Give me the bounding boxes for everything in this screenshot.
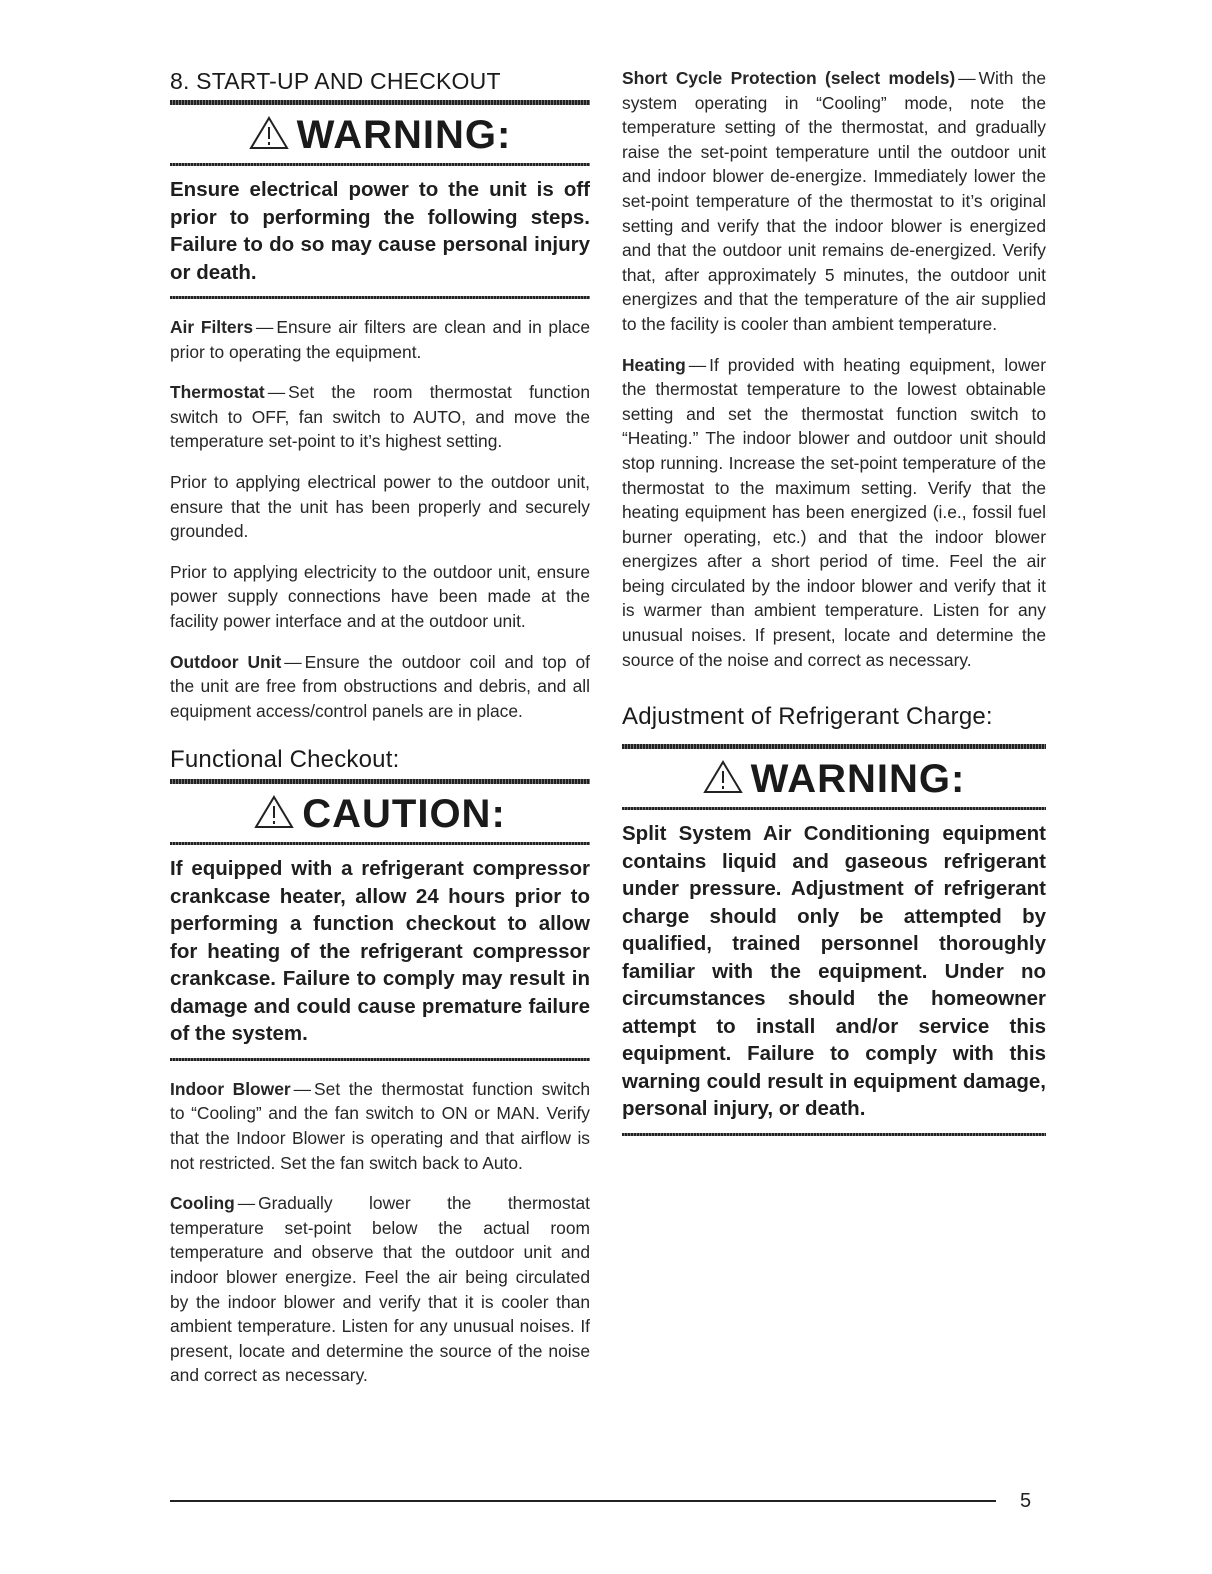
paragraph-grounding: Prior to applying electrical power to the outdoor unit, ensure that the unit has been properly and securely grounded. bbox=[170, 471, 590, 542]
paragraph-cooling: Cooling — Gradually lower the thermostat temperature set-point below the actual room temperature and observe that the outdoor unit and indoor blower energize. Feel the air being circulated by the indoor blower and verify that it is cooler than ambient temperature. Listen for any unusual noises. If present, locate and determine the source of the noise and correct as necessary. bbox=[170, 1193, 590, 1386]
divider bbox=[170, 779, 590, 784]
divider bbox=[170, 842, 590, 845]
caution-title: CAUTION: bbox=[302, 792, 506, 837]
term-label: Cooling bbox=[170, 1193, 235, 1214]
term-label: Heating bbox=[622, 354, 686, 375]
paragraph-air-filters: Air Filters — Ensure air filters are clean and in place prior to operating the equipment. bbox=[170, 317, 590, 362]
term-label: Outdoor Unit bbox=[170, 651, 282, 672]
paragraph-short-cycle: Short Cycle Protection (select models) — With the system operating in “Cooling” mode, note the temperature setting of the thermostat, and gradually raise the set-point temperature until the outdoor unit and indoor blower de-energize. Immediately lower the set-point temperature of the thermostat to it’s original setting and verify that the indoor blower is energized and that the outdoor unit remains de-energized. Verify that, after approximately 5 minutes, the outdoor unit energizes and that the temperature of the air supplied to the facility is cooler than ambient temperature. bbox=[622, 68, 1046, 334]
warning-title: WARNING: bbox=[296, 113, 512, 157]
warning-triangle-icon bbox=[703, 759, 743, 803]
term-label: Short Cycle Protection (select models) bbox=[622, 68, 956, 88]
right-column bbox=[622, 66, 1046, 1136]
adjustment-title: Adjustment of Refrigerant Charge: bbox=[622, 703, 993, 731]
section-title: 8. START-UP AND CHECKOUT bbox=[170, 68, 501, 94]
term-label: Thermostat bbox=[170, 382, 265, 403]
paragraph-indoor-blower: Indoor Blower — Set the thermostat function switch to “Cooling” and the fan switch to ON or MAN. Verify that the Indoor Blower is operating and that airflow is not restricted. Set the fan switch back to Auto. bbox=[170, 1078, 590, 1173]
warning-heading bbox=[170, 113, 590, 159]
divider bbox=[170, 100, 590, 105]
warning-triangle-icon bbox=[249, 115, 289, 159]
term-label: Air Filters bbox=[170, 317, 254, 337]
warning-title-2: WARNING: bbox=[750, 757, 966, 802]
paragraph-power-supply: Prior to applying electricity to the outdoor unit, ensure power supply connections have been made at the facility power interface and at the outdoor unit. bbox=[170, 561, 590, 631]
paragraph-thermostat: Thermostat — Set the room thermostat function switch to OFF, fan switch to AUTO, and move the temperature set-point to it’s highest setting. bbox=[170, 382, 590, 452]
divider bbox=[622, 1133, 1046, 1136]
caution-heading bbox=[170, 792, 590, 838]
page-number: 5 bbox=[1020, 1490, 1032, 1512]
term-label: Indoor Blower bbox=[170, 1078, 291, 1099]
functional-checkout-title: Functional Checkout: bbox=[170, 746, 400, 774]
paragraph-outdoor-unit: Outdoor Unit — Ensure the outdoor coil and top of the unit are free from obstructions and debris, and all equipment access/control panels are in place. bbox=[170, 651, 590, 721]
warning-text-2: Split System Air Conditioning equipment contains liquid and gaseous refrigerant under pressure. Adjustment of refrigerant charge should only be attempted by qualified, trained personnel thoroughly familiar with the equipment. Under no circumstances should the homeowner attempt to install and/or service this equipment. Failure to comply with this warning could result in equipment damage, personal injury, or death. bbox=[622, 822, 1046, 1121]
left-column bbox=[170, 66, 590, 1388]
divider bbox=[170, 1058, 590, 1061]
paragraph-heating: Heating — If provided with heating equipment, lower the thermostat temperature to the lowest obtainable setting and set the thermostat function switch to “Heating.” The indoor blower and outdoor unit should stop running. Increase the set-point temperature of the thermostat to the maximum setting. Verify that the heating equipment has been energized (i.e., fossil fuel burner operating, etc.) and that the indoor blower energizes after a short period of time. Feel the air being circulated by the indoor blower and verify that it is warmer than ambient temperature. Listen for any unusual noises. If present, locate and determine the source of the noise and correct as necessary. bbox=[622, 354, 1046, 670]
divider bbox=[622, 807, 1046, 810]
divider bbox=[622, 744, 1046, 749]
caution-text: If equipped with a refrigerant compressor crankcase heater, allow 24 hours prior to performing a function checkout to allow for heating of the refrigerant compressor crankcase. Failure to comply may result in damage and could cause premature failure of the system. bbox=[170, 857, 590, 1046]
divider bbox=[170, 163, 590, 166]
warning-text: Ensure electrical power to the unit is off prior to performing the following steps. Failure to do so may cause personal injury or death. bbox=[170, 178, 590, 284]
warning-heading-2 bbox=[622, 757, 1046, 803]
footer-rule bbox=[170, 1500, 996, 1502]
divider bbox=[170, 296, 590, 299]
warning-triangle-icon bbox=[254, 794, 294, 838]
